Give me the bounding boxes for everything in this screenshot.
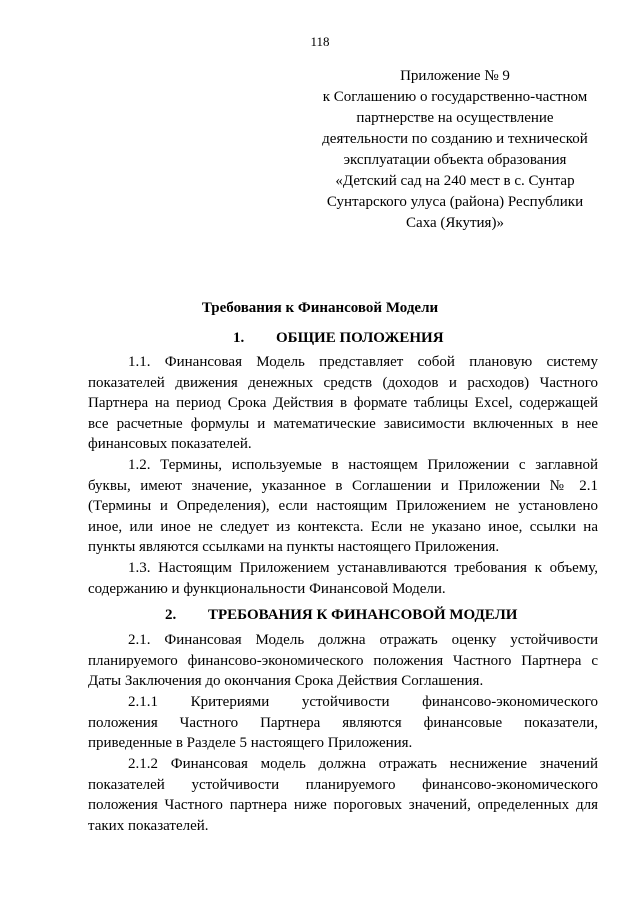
section-heading — [165, 607, 517, 624]
paragraph-line: планируемого финансово-экономического положения Частного Партнера с — [88, 652, 598, 669]
paragraph-line: Партнера на период Срока Действия в формате таблицы Excel, содержащей — [88, 395, 598, 412]
paragraph-line: положения Частного Партнера являются финансовые показатели, — [88, 714, 598, 731]
paragraph-line: все расчетные формулы и математические зависимости включенных в нее — [88, 415, 598, 432]
section-title: ТРЕБОВАНИЯ К ФИНАНСОВОЙ МОДЕЛИ — [208, 607, 518, 623]
paragraph-1-1 — [88, 352, 598, 455]
paragraph-line: 1.2. Термины, используемые в настоящем Приложении с заглавной — [128, 457, 598, 473]
paragraph-line: 2.1.1 Критериями устойчивости финансово-экономического — [128, 694, 598, 710]
paragraph-line: 1.3. Настоящим Приложением устанавливаются требования к объему, — [128, 560, 598, 576]
paragraph-2-1 — [88, 630, 598, 692]
appendix-header-line: к Соглашению о государственно-частном — [322, 89, 588, 105]
section-number: 2. — [165, 607, 177, 623]
paragraph-line: показателей движения денежных средств (доходов и расходов) Частного — [88, 374, 598, 391]
section-number: 1. — [233, 330, 245, 346]
paragraph-line: приведенные в Разделе 5 настоящего Приложения. — [88, 735, 413, 752]
paragraph-line: 1.1. Финансовая Модель представляет собой плановую систему — [128, 354, 598, 370]
paragraph-line: таких показателей. — [88, 817, 209, 834]
paragraph-line: иное, или иное не следует из контекста. Если не указано иное, ссылки на — [88, 518, 598, 535]
page-number: 118 — [310, 34, 330, 49]
paragraph-line: содержанию и функциональности Финансовой Модели. — [88, 580, 446, 597]
paragraph-line: Даты Заключения до окончания Срока Действия Соглашения. — [88, 673, 484, 690]
appendix-header-line: деятельности по созданию и технической — [322, 131, 588, 147]
appendix-header-line: эксплуатации объекта образования — [343, 152, 567, 168]
section-heading — [233, 330, 444, 347]
paragraph-line: буквы, имеют значение, указанное в Соглашении и Приложении № 2.1 — [88, 477, 598, 494]
paragraph-1-2 — [88, 455, 598, 558]
appendix-header-line: Приложение № 9 — [400, 68, 510, 84]
paragraph-line: 2.1.2 Финансовая модель должна отражать неснижение значений — [128, 756, 598, 772]
section-title: ОБЩИЕ ПОЛОЖЕНИЯ — [276, 330, 444, 346]
appendix-header-line: «Детский сад на 240 мест в с. Сунтар — [335, 173, 575, 189]
paragraph-line: показателей устойчивости планируемого финансово-экономического — [88, 776, 598, 793]
appendix-header — [300, 66, 610, 234]
document-title: Требования к Финансовой Модели — [201, 300, 439, 316]
paragraph-line: финансовых показателей. — [88, 436, 252, 453]
appendix-header-line: партнерстве на осуществление — [356, 110, 554, 126]
appendix-header-line: Сунтарского улуса (района) Республики — [326, 194, 584, 210]
paragraph-line: (Термины и Определения), если настоящим Приложением не установлено — [88, 498, 598, 515]
paragraph-2-1-2 — [88, 754, 598, 836]
paragraph-line: положения Частного партнера ниже пороговых значений, определенных для — [88, 797, 598, 814]
paragraph-line: пункты являются ссылками на пункты настоящего Приложения. — [88, 539, 500, 556]
paragraph-line: 2.1. Финансовая Модель должна отражать оценку устойчивости — [128, 632, 598, 648]
paragraph-1-3 — [88, 558, 598, 599]
paragraph-2-1-1 — [88, 692, 598, 754]
appendix-header-line: Саха (Якутия)» — [406, 215, 504, 231]
